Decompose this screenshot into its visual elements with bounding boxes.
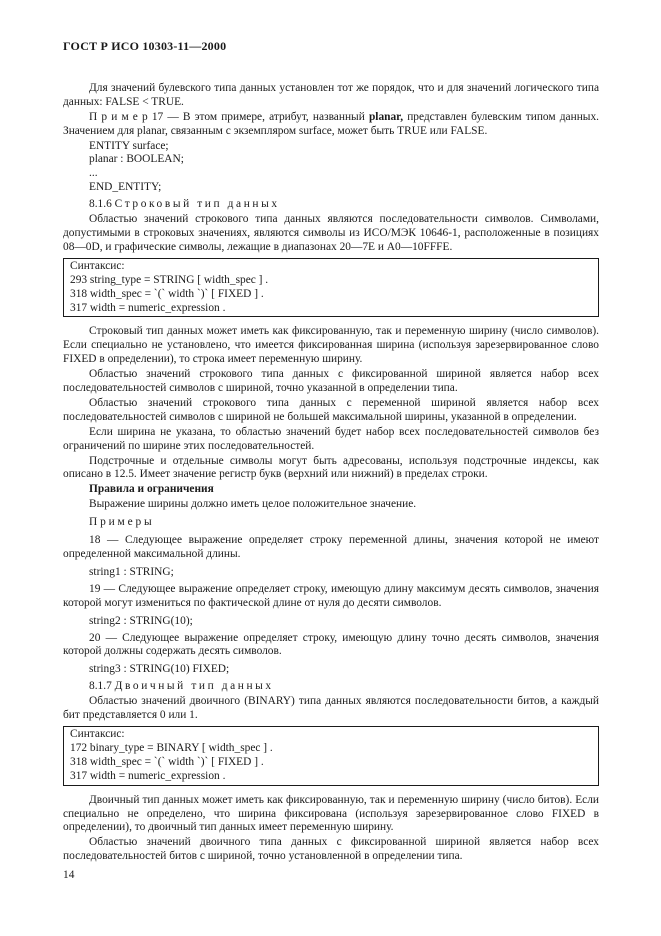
syntax-line: 318 width_spec = `(` width `)` [ FIXED ] .: [70, 287, 264, 300]
syntax-line: 318 width_spec = `(` width `)` [ FIXED ] .: [70, 755, 264, 768]
paragraph-binary-domain: Областью значений двоичного (BINARY) типа данных являются последовательности битов, а каждый бит представляется 0 или 1.: [63, 695, 599, 722]
code-line: ENTITY surface;: [89, 139, 169, 152]
paragraph: Если ширина не указана, то областью значений будет набор всех последовательностей символов без ограничений по ширине этих последовательностей.: [63, 425, 599, 452]
paragraph-string-domain: Областью значений строкового типа данных являются последовательности символов. Символами, допустимыми в строковых значениях, являются символы из ИСО/МЭК 10646-1, расположенные в позициях 08—0D, и графические символы, лежащие в диапазонах 20—7E и A0—10FFFE.: [63, 213, 599, 253]
syntax-box-binary: [63, 726, 599, 786]
section-8-1-7-heading: 8.1.7 Двоичный тип данных: [89, 680, 274, 693]
example-17-label: П р и м е р 17: [89, 110, 164, 123]
section-8-1-6-heading: 8.1.6 Строковый тип данных: [89, 198, 280, 211]
syntax-line: Синтаксис:: [70, 727, 125, 740]
paragraph: Двоичный тип данных может иметь как фиксированную, так и переменную ширину (число битов). Если специально не определено, что ширина фиксирована (используя зарезервированное слово FIXED в определении), то двоичный тип данных имеет переменную ширину.: [63, 793, 599, 834]
document-page: [63, 40, 599, 883]
page-number: 14: [63, 869, 75, 882]
syntax-line: 317 width = numeric_expression .: [70, 301, 226, 314]
rules-heading: Правила и ограничения: [89, 483, 214, 496]
syntax-line: 172 binary_type = BINARY [ width_spec ] .: [70, 741, 273, 754]
code-line: END_ENTITY;: [89, 181, 162, 194]
code-line: ...: [89, 167, 98, 180]
document-header: ГОСТ Р ИСО 10303-11—2000: [63, 39, 227, 53]
planar-term: planar,: [368, 110, 404, 123]
code-line: planar : BOOLEAN;: [89, 153, 184, 166]
example-17: П р и м е р 17 — В этом примере, атрибут, названный planar, представлен булевским типом данных. Значением для planar, связанным с экземпляром surface, может быть TRUE или FALSE.: [63, 110, 599, 137]
paragraph: Областью значений строкового типа данных с фиксированной шириной является набор всех последовательностей символов с шириной, точно указанной в определении типа.: [63, 368, 599, 395]
paragraph-boolean-order: Для значений булевского типа данных установлен тот же порядок, что и для значений логического типа данных: FALSE < TRUE.: [63, 81, 599, 108]
syntax-line: Синтаксис:: [70, 259, 125, 272]
example-19: 19 — Следующее выражение определяет строку, имеющую длину максимум десять символов, значения которой могут измениться по фактической длине от нуля до десяти символов.: [63, 582, 599, 609]
code-line: string1 : STRING;: [89, 565, 174, 578]
rules-text: Выражение ширины должно иметь целое положительное значение.: [89, 498, 417, 511]
paragraph: Подстрочные и отдельные символы могут быть адресованы, используя подстрочные индексы, как описано в 12.5. Имеет значение регистр букв (верхний или нижний) в пределах строки.: [63, 454, 599, 481]
paragraph: Областью значений строкового типа данных с переменной шириной является набор всех последовательностей символов с шириной не большей максимальной ширины, указанной в определении.: [63, 396, 599, 423]
code-line: string3 : STRING(10) FIXED;: [89, 663, 230, 676]
syntax-line: 293 string_type = STRING [ width_spec ] .: [70, 273, 269, 286]
paragraph: Областью значений двоичного типа данных с фиксированной шириной является набор всех последовательностей битов с шириной, точно установленной в определении типа.: [63, 836, 599, 863]
examples-heading: П р и м е р ы: [89, 516, 152, 529]
code-line: string2 : STRING(10);: [89, 614, 193, 627]
syntax-box-string: [63, 258, 599, 318]
example-18: 18 — Следующее выражение определяет строку переменной длины, значения которой не имеют определенной максимальной длины.: [63, 534, 599, 560]
paragraph: Строковый тип данных может иметь как фиксированную, так и переменную ширину (число символов). Если специально не установлено, что имеется фиксированная ширина (используя зарезервированное слово FIXED в определении), то строка имеет переменную ширину.: [63, 325, 599, 366]
example-20: 20 — Следующее выражение определяет строку, имеющую длину точно десять символов, значения которой должны содержать десять символов.: [63, 631, 599, 658]
syntax-line: 317 width = numeric_expression .: [70, 769, 226, 782]
